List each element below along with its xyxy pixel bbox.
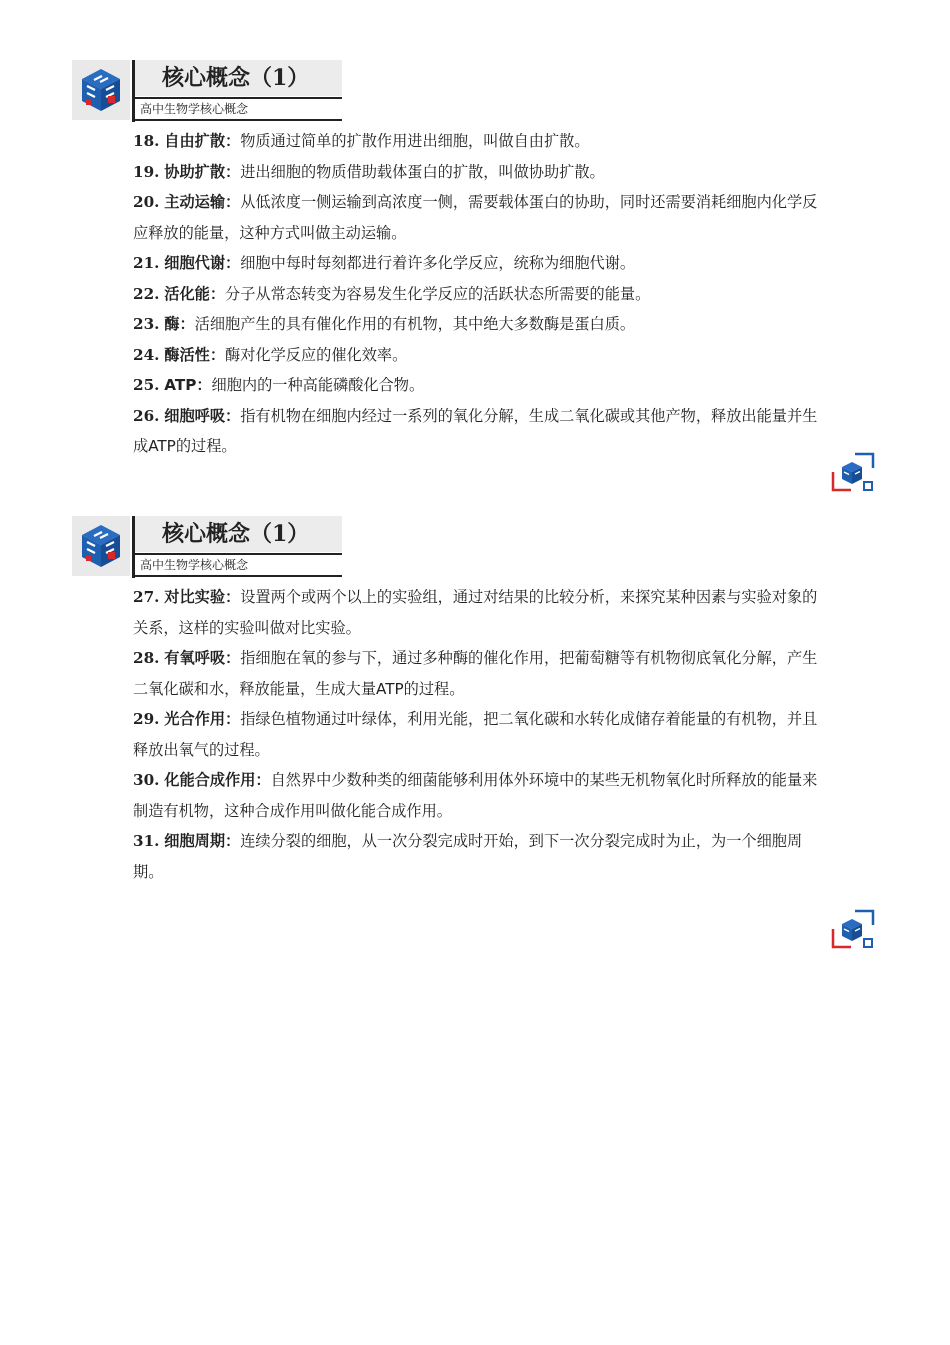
entry-21: 21. 细胞代谢：细胞中每时每刻都进行着许多化学反应，统称为细胞代谢。: [133, 254, 636, 272]
entry-term: 有氧呼吸: [164, 649, 226, 667]
entry-term: 自由扩散: [164, 132, 226, 150]
entry-term: 酶: [164, 315, 180, 333]
entry-list: [133, 126, 821, 462]
entry-term: 协助扩散: [164, 162, 226, 181]
entry-24: 24. 酶活性：酶对化学反应的催化效率。: [133, 345, 408, 364]
entry-term: 对比实验: [164, 588, 226, 606]
card-header: [72, 516, 832, 578]
entry-text: 分子从常态转变为容易发生化学反应的活跃状态所需要的能量。: [225, 284, 651, 303]
entry-list: [133, 582, 821, 887]
entry-term: 光合作用: [164, 710, 226, 728]
entry-19: 19. 协助扩散：进出细胞的物质借助载体蛋白的扩散，叫做协助扩散。: [133, 162, 605, 181]
entry-25: 25. ATP：细胞内的一种高能磷酸化合物。: [133, 376, 425, 394]
logo: [72, 60, 130, 120]
entry-28: 28. 有氧呼吸：指细胞在氧的参与下，通过多种酶的催化作用，把葡萄糖等有机物彻底氧化分解，产生二氧化碳和水，释放能量，生成大量ATP的过程。: [133, 649, 818, 698]
entry-text: 细胞中每时每刻都进行着许多化学反应，统称为细胞代谢。: [240, 254, 636, 272]
cube-corner-icon: [831, 909, 875, 951]
entry-30: 30. 化能合成作用：自然界中少数种类的细菌能够利用体外环境中的某些无机物氧化时所释放的能量来制造有机物，这种合成作用叫做化能合成作用。: [133, 771, 818, 820]
cube-corner-icon: [831, 452, 875, 494]
entry-20: 20. 主动运输：从低浓度一侧运输到高浓度一侧，需要载体蛋白的协助，同时还需要消耗细胞内化学反应释放的能量，这种方式叫做主动运输。: [133, 193, 818, 242]
entry-term: ATP: [164, 376, 197, 394]
entry-term: 活化能: [164, 284, 210, 303]
cube-logo-icon: [78, 522, 124, 570]
concept-card-1: [72, 60, 832, 455]
card-title: 核心概念（1）: [135, 516, 342, 552]
card-header: [72, 60, 832, 122]
entry-text: 连续分裂的细胞，从一次分裂完成时开始，到下一次分裂完成时为止，为一个细胞周期。: [133, 832, 803, 881]
card-title: 核心概念（1）: [135, 60, 342, 96]
card-subtitle: 高中生物学核心概念: [135, 553, 342, 577]
entry-text: 从低浓度一侧运输到高浓度一侧，需要载体蛋白的协助，同时还需要消耗细胞内化学反应释放的能量，这种方式叫做主动运输。: [133, 193, 818, 242]
concept-card-2: [72, 516, 832, 881]
entry-term: 主动运输: [164, 193, 226, 211]
logo: [72, 516, 130, 576]
entry-31: 31. 细胞周期：连续分裂的细胞，从一次分裂完成时开始，到下一次分裂完成时为止，为一个细胞周期。: [133, 832, 803, 881]
entry-18: 18. 自由扩散：物质通过简单的扩散作用进出细胞，叫做自由扩散。: [133, 132, 590, 150]
entry-23: 23. 酶：活细胞产生的具有催化作用的有机物，其中绝大多数酶是蛋白质。: [133, 315, 636, 333]
card-subtitle: 高中生物学核心概念: [135, 97, 342, 121]
entry-text: 物质通过简单的扩散作用进出细胞，叫做自由扩散。: [240, 132, 590, 150]
entry-text: 自然界中少数种类的细菌能够利用体外环境中的某些无机物氧化时所释放的能量来制造有机物，这种合成作用叫做化能合成作用。: [133, 771, 818, 820]
entry-term: 酶活性: [164, 345, 210, 364]
entry-text: 指有机物在细胞内经过一系列的氧化分解，生成二氧化碳或其他产物，释放出能量并生成ATP的过程。: [133, 406, 818, 455]
entry-term: 细胞代谢: [164, 254, 226, 272]
entry-text: 设置两个或两个以上的实验组，通过对结果的比较分析，来探究某种因素与实验对象的关系，这样的实验叫做对比实验。: [133, 588, 818, 637]
entry-text: 指绿色植物通过叶绿体，利用光能，把二氧化碳和水转化成储存着能量的有机物，并且释放出氧气的过程。: [133, 710, 818, 759]
entry-text: 进出细胞的物质借助载体蛋白的扩散，叫做协助扩散。: [240, 162, 605, 181]
entry-term: 细胞呼吸: [164, 406, 226, 425]
entry-27: 27. 对比实验：设置两个或两个以上的实验组，通过对结果的比较分析，来探究某种因素与实验对象的关系，这样的实验叫做对比实验。: [133, 588, 818, 637]
entry-term: 细胞周期: [164, 832, 226, 850]
cube-logo-icon: [78, 66, 124, 114]
entry-text: 活细胞产生的具有催化作用的有机物，其中绝大多数酶是蛋白质。: [194, 315, 636, 333]
entry-22: 22. 活化能：分子从常态转变为容易发生化学反应的活跃状态所需要的能量。: [133, 284, 651, 303]
entry-26: 26. 细胞呼吸：指有机物在细胞内经过一系列的氧化分解，生成二氧化碳或其他产物，释放出能量并生成ATP的过程。: [133, 406, 818, 455]
entry-29: 29. 光合作用：指绿色植物通过叶绿体，利用光能，把二氧化碳和水转化成储存着能量的有机物，并且释放出氧气的过程。: [133, 710, 818, 759]
entry-text: 酶对化学反应的催化效率。: [225, 345, 408, 364]
entry-text: 细胞内的一种高能磷酸化合物。: [211, 376, 425, 394]
entry-text: 指细胞在氧的参与下，通过多种酶的催化作用，把葡萄糖等有机物彻底氧化分解，产生二氧化碳和水，释放能量，生成大量ATP的过程。: [133, 649, 818, 698]
entry-term: 化能合成作用: [164, 771, 256, 789]
